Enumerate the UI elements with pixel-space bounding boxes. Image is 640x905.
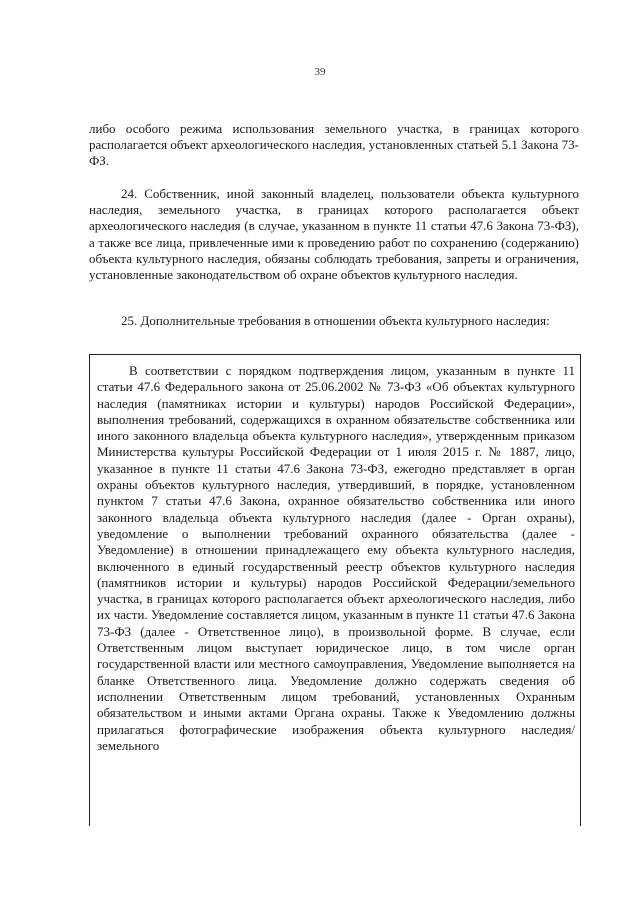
- page-number: 39: [314, 66, 326, 78]
- paragraph-continuation-text: либо особого режима использования земельного участка, в границах которого располагается объект археологического наследия, установленных статьей 5.1 Закона 73-ФЗ.: [89, 121, 579, 169]
- paragraph-item-24: [89, 186, 579, 283]
- paragraph-item-25: [89, 313, 579, 329]
- paragraph-continuation: [89, 121, 579, 170]
- framed-block-text: В соответствии с порядком подтверждения лицом, указанным в пункте 11 статьи 47.6 Федерального закона от 25.06.2002 № 73-ФЗ «Об объектах культурного наследия (памятниках истории и культуры) народов Российской Федерации», выполнения требований, содержащихся в охранном обязательстве собственника или иного законного владельца объекта культурного наследия», утвержденным приказом Министерства культуры Российской Федерации от 1 июля 2015 г. № 1887, лицо, указанное в пункте 11 статьи 47.6 Закона 73-ФЗ, ежегодно представляет в орган охраны объектов культурного наследия, утвердивший, в порядке, установленном пунктом 7 статьи 47.6 Закона, охранное обязательство собственника или иного законного владельца объекта культурного наследия (далее - Орган охраны), уведомление о выполнении требований охранного обязательства (далее - Уведомление) в отношении принадлежащего ему объекта культурного наследия, включенного в единый государственный реестр объектов культурного наследия (памятников истории и культуры) народов Российской Федерации/земельного участка, в границах которого располагается объект археологического наследия, либо их части. Уведомление составляется лицом, указанным в пункте 11 статьи 47.6 Закона 73-ФЗ (далее - Ответственное лицо), в произвольной форме. В случае, если Ответственным лицом выступает юридическое лицо, в том числе орган государственной власти или местного самоуправления, Уведомление выполняется на бланке Ответственного лица. Уведомление должно содержать сведения об исполнении Ответственным лицом требований, установленных Охранным обязательством и иными актами Органа охраны. Также к Уведомлению должны прилагаться фотографические изображения объекта культурного наследия/земельного: [97, 363, 575, 753]
- paragraph-item-25-text: 25. Дополнительные требования в отношении объекта культурного наследия:: [121, 313, 550, 328]
- paragraph-item-24-text: 24. Собственник, иной законный владелец, пользователи объекта культурного наследия, земельного участка, в границах которого располагается объект археологического наследия (в случае, указанном в пункте 11 статьи 47.6 Закона 73-ФЗ), а также все лица, привлеченные ими к проведению работ по сохранению (содержанию) объекта культурного наследия, обязаны соблюдать требования, запреты и ограничения, установленные законодательством об охране объектов культурного наследия.: [89, 186, 579, 283]
- framed-requirements-block: [89, 354, 581, 826]
